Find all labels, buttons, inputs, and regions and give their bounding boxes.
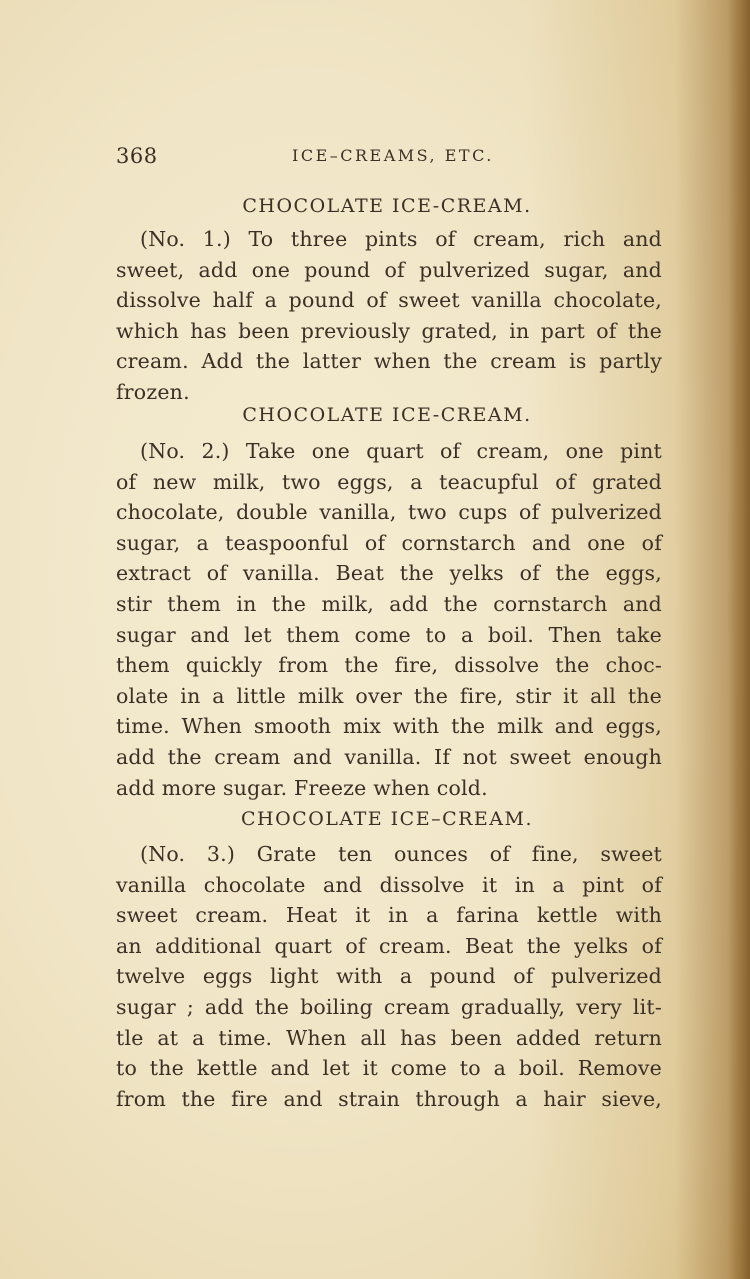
text-line: cream. Add the latter when the cream is partly	[116, 349, 662, 374]
text-line: olate in a little milk over the fire, stir it all the	[116, 683, 662, 708]
section-heading-1: CHOCOLATE ICE-CREAM.	[242, 195, 532, 217]
text-line: add more sugar. Freeze when cold.	[116, 775, 488, 800]
text-line: time. When smooth mix with the milk and eggs,	[116, 714, 662, 739]
text-line: which has been previously grated, in part of the	[116, 318, 662, 343]
text-line: chocolate, double vanilla, two cups of pulverized	[116, 500, 662, 525]
text-line: sweet cream. Heat it in a farina kettle with	[116, 903, 662, 928]
text-line: frozen.	[116, 379, 190, 404]
text-line: of new milk, two eggs, a teacupful of grated	[116, 469, 662, 494]
text-line: twelve eggs light with a pound of pulverized	[116, 964, 662, 989]
recipe-paragraph-3	[116, 839, 662, 1114]
section-heading-2: CHOCOLATE ICE-CREAM.	[242, 404, 532, 426]
text-line: tle at a time. When all has been added return	[116, 1025, 662, 1050]
recipe-paragraph-2	[116, 436, 662, 803]
recipe-paragraph-1	[116, 224, 662, 408]
running-title: ICE–CREAMS, ETC.	[292, 146, 494, 165]
text-line: from the fire and strain through a hair sieve,	[116, 1086, 662, 1111]
text-line: sugar, a teaspoonful of cornstarch and one of	[116, 530, 662, 555]
page-number: 368	[116, 144, 158, 168]
page-edge-stain	[728, 0, 750, 1279]
text-line: extract of vanilla. Beat the yelks of the eggs,	[116, 561, 662, 586]
text-line: add the cream and vanilla. If not sweet enough	[116, 744, 662, 769]
text-line: them quickly from the fire, dissolve the choc-	[116, 653, 662, 678]
section-heading-3: CHOCOLATE ICE–CREAM.	[240, 808, 534, 830]
text-line: (No. 2.) Take one quart of cream, one pint	[140, 439, 662, 463]
text-line: dissolve half a pound of sweet vanilla chocolate,	[116, 288, 662, 313]
text-line: (No. 3.) Grate ten ounces of fine, sweet	[140, 842, 662, 866]
running-head	[116, 144, 661, 174]
text-line: sugar and let them come to a boil. Then take	[116, 622, 662, 647]
text-line: vanilla chocolate and dissolve it in a pint of	[116, 872, 662, 897]
text-line: sweet, add one pound of pulverized sugar, and	[116, 257, 662, 282]
text-line: (No. 1.) To three pints of cream, rich and	[140, 227, 662, 251]
text-line: an additional quart of cream. Beat the yelks of	[116, 933, 662, 958]
text-line: to the kettle and let it come to a boil. Remove	[116, 1056, 662, 1081]
text-line: sugar ; add the boiling cream gradually, very lit-	[116, 994, 662, 1019]
text-line: stir them in the milk, add the cornstarch and	[116, 591, 662, 616]
